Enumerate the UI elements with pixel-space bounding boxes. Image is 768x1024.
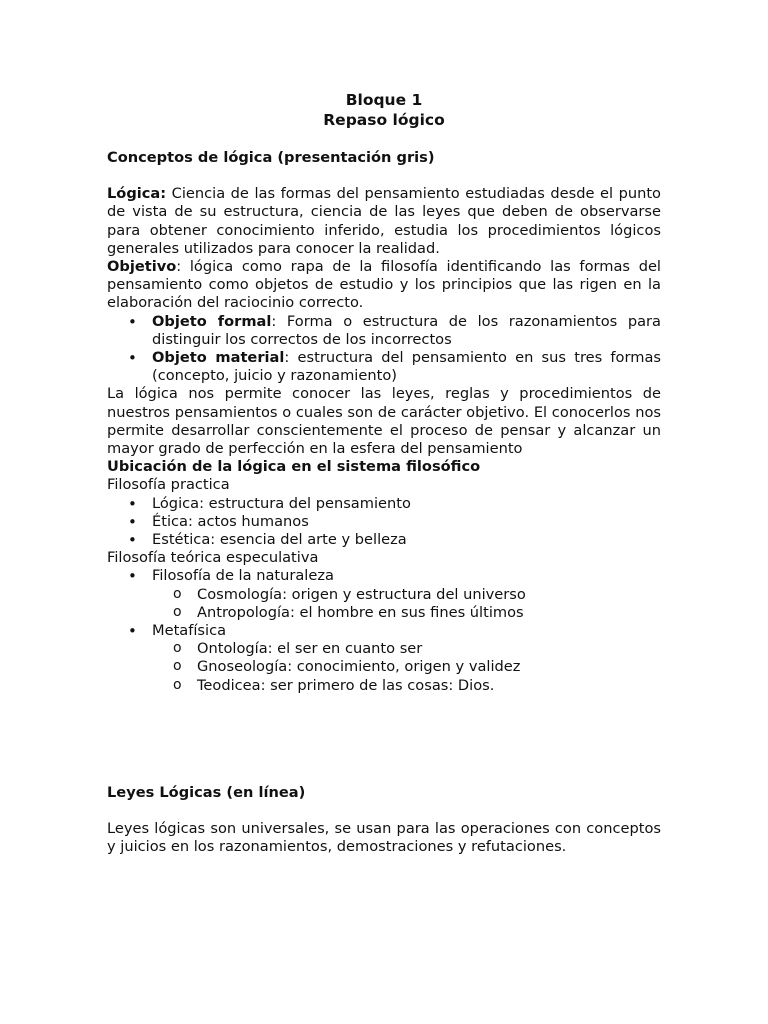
objetos-list <box>107 313 661 386</box>
teorica-list <box>107 567 661 694</box>
label-filosofia-teorica: Filosofía teórica especulativa <box>107 549 319 567</box>
term-objeto-formal: Objeto formal <box>152 312 272 330</box>
sub-list-item: o Cosmología: origen y estructura del universo <box>107 586 661 604</box>
group-label: Filosofía de la naturaleza <box>152 567 334 585</box>
title-line-2: Repaso lógico <box>323 110 445 129</box>
practica-list <box>107 495 661 550</box>
sub-list <box>152 586 661 622</box>
sub-list-item: o Gnoseología: conocimiento, origen y validez <box>107 658 661 676</box>
paragraph-objetivo <box>107 258 661 313</box>
text-objetivo: : lógica como rapa de la filosofía identificando las formas del pensamiento como objetos de estudio y los principios que las rigen en la elaboración del raciocinio correcto. <box>107 258 661 312</box>
list-item: • Lógica: estructura del pensamiento <box>107 495 661 513</box>
list-item <box>107 349 661 385</box>
sub-list <box>152 640 661 695</box>
list-item <box>107 622 661 695</box>
section-heading-conceptos: Conceptos de lógica (presentación gris) <box>107 149 435 166</box>
sub-list-item: o Ontología: el ser en cuanto ser <box>107 640 661 658</box>
list-item: • Estética: esencia del arte y belleza <box>107 531 661 549</box>
term-objetivo: Objetivo <box>107 258 177 276</box>
paragraph-leyes: Leyes lógicas son universales, se usan para las operaciones con conceptos y juicios en los razonamientos, demostraciones y refutaciones. <box>107 820 661 856</box>
label-filosofia-practica: Filosofía practica <box>107 476 230 494</box>
sub-list-item: o Antropología: el hombre en sus fines últimos <box>107 604 661 622</box>
section-heading-ubicacion: Ubicación de la lógica en el sistema filosófico <box>107 458 481 476</box>
list-item <box>107 313 661 349</box>
paragraph-permite: La lógica nos permite conocer las leyes, reglas y procedimientos de nuestros pensamientos o cuales son de carácter objetivo. El conocerlos nos permite desarrollar conscientemente el proceso de pensar y alcanzar un mayor grado de perfección en la esfera del pensamiento <box>107 385 661 458</box>
sub-list-item: o Teodicea: ser primero de las cosas: Dios. <box>107 677 661 695</box>
text-logica: Ciencia de las formas del pensamiento estudiadas desde el punto de vista de su estructura, ciencia de las leyes que deben de observarse para obtener conocimiento inferido, estudia los procedimientos lógicos generales utilizados para conocer la realidad. <box>107 185 661 257</box>
term-objeto-material: Objeto material <box>152 349 285 367</box>
section-heading-leyes: Leyes Lógicas (en línea) <box>107 783 306 801</box>
list-item <box>107 567 661 622</box>
term-logica: Lógica: <box>107 185 167 203</box>
title-line-1: Bloque 1 <box>345 91 423 109</box>
paragraph-logica <box>107 185 661 258</box>
document-body <box>107 91 661 857</box>
text-objeto-formal: : Forma o estructura de los razonamientos para distinguir los correctos de los incorrectos <box>152 312 661 348</box>
group-label: Metafísica <box>152 622 227 640</box>
text-objeto-material: : estructura del pensamiento en sus tres formas (concepto, juicio y razonamiento) <box>152 349 661 385</box>
list-item: • Ética: actos humanos <box>107 513 661 531</box>
